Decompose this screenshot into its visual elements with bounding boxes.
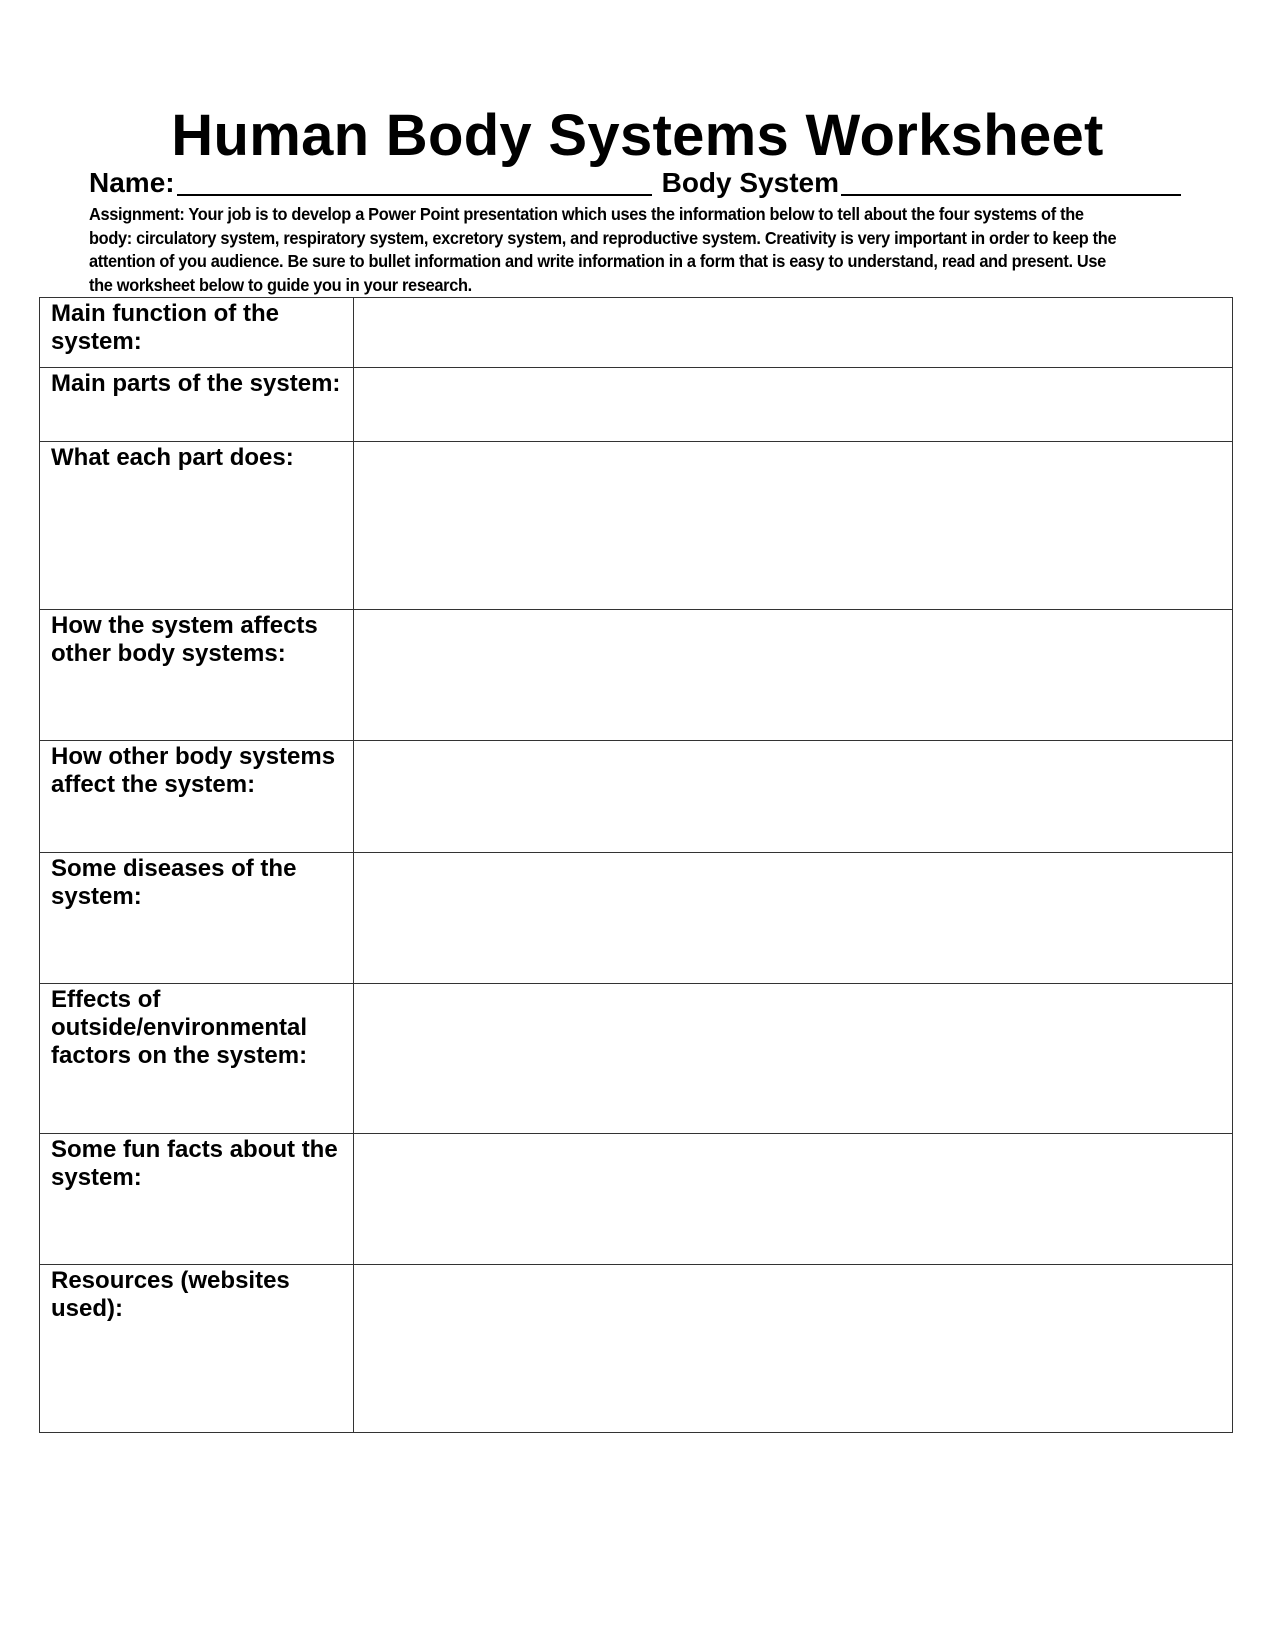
- table-row: [40, 1265, 1233, 1433]
- table-row: [40, 442, 1233, 610]
- row-label: How the system affects other body systems:: [40, 610, 354, 741]
- header-fields: [89, 166, 1189, 200]
- body-system-field[interactable]: [841, 168, 1181, 196]
- row-label: Some fun facts about the system:: [40, 1134, 354, 1265]
- row-label: Main parts of the system:: [40, 368, 354, 442]
- row-label: Some diseases of the system:: [40, 853, 354, 984]
- name-field[interactable]: [177, 168, 652, 196]
- row-label: Effects of outside/environmental factors on the system:: [40, 984, 354, 1134]
- table-row: [40, 853, 1233, 984]
- answer-cell[interactable]: [354, 741, 1233, 853]
- answer-cell[interactable]: [354, 610, 1233, 741]
- answer-cell[interactable]: [354, 298, 1233, 368]
- answer-cell[interactable]: [354, 368, 1233, 442]
- table-row: [40, 741, 1233, 853]
- table-row: [40, 368, 1233, 442]
- answer-cell[interactable]: [354, 1134, 1233, 1265]
- row-label: How other body systems affect the system:: [40, 741, 354, 853]
- assignment-text: Assignment: Your job is to develop a Power Point presentation which uses the information below to tell about the four systems of the body: circulatory system, respiratory system, excretory system, and reproductive system. Creativity is very important in order to keep the attention of you audience. Be sure to bullet information and write information in a form that is easy to understand, read and present. Use the worksheet below to guide you in your research.: [89, 204, 1117, 295]
- answer-cell[interactable]: [354, 442, 1233, 610]
- body-system-label: Body System: [661, 167, 839, 198]
- row-label: What each part does:: [40, 442, 354, 610]
- table-row: [40, 1134, 1233, 1265]
- table-row: [40, 984, 1233, 1134]
- row-label: Resources (websites used):: [40, 1265, 354, 1433]
- answer-cell[interactable]: [354, 984, 1233, 1134]
- answer-cell[interactable]: [354, 1265, 1233, 1433]
- table-row: [40, 298, 1233, 368]
- name-label: Name:: [89, 167, 175, 198]
- worksheet-table: [39, 297, 1233, 1433]
- answer-cell[interactable]: [354, 853, 1233, 984]
- row-label: Main function of the system:: [40, 298, 354, 368]
- table-row: [40, 610, 1233, 741]
- page-title: Human Body Systems Worksheet: [171, 103, 1104, 168]
